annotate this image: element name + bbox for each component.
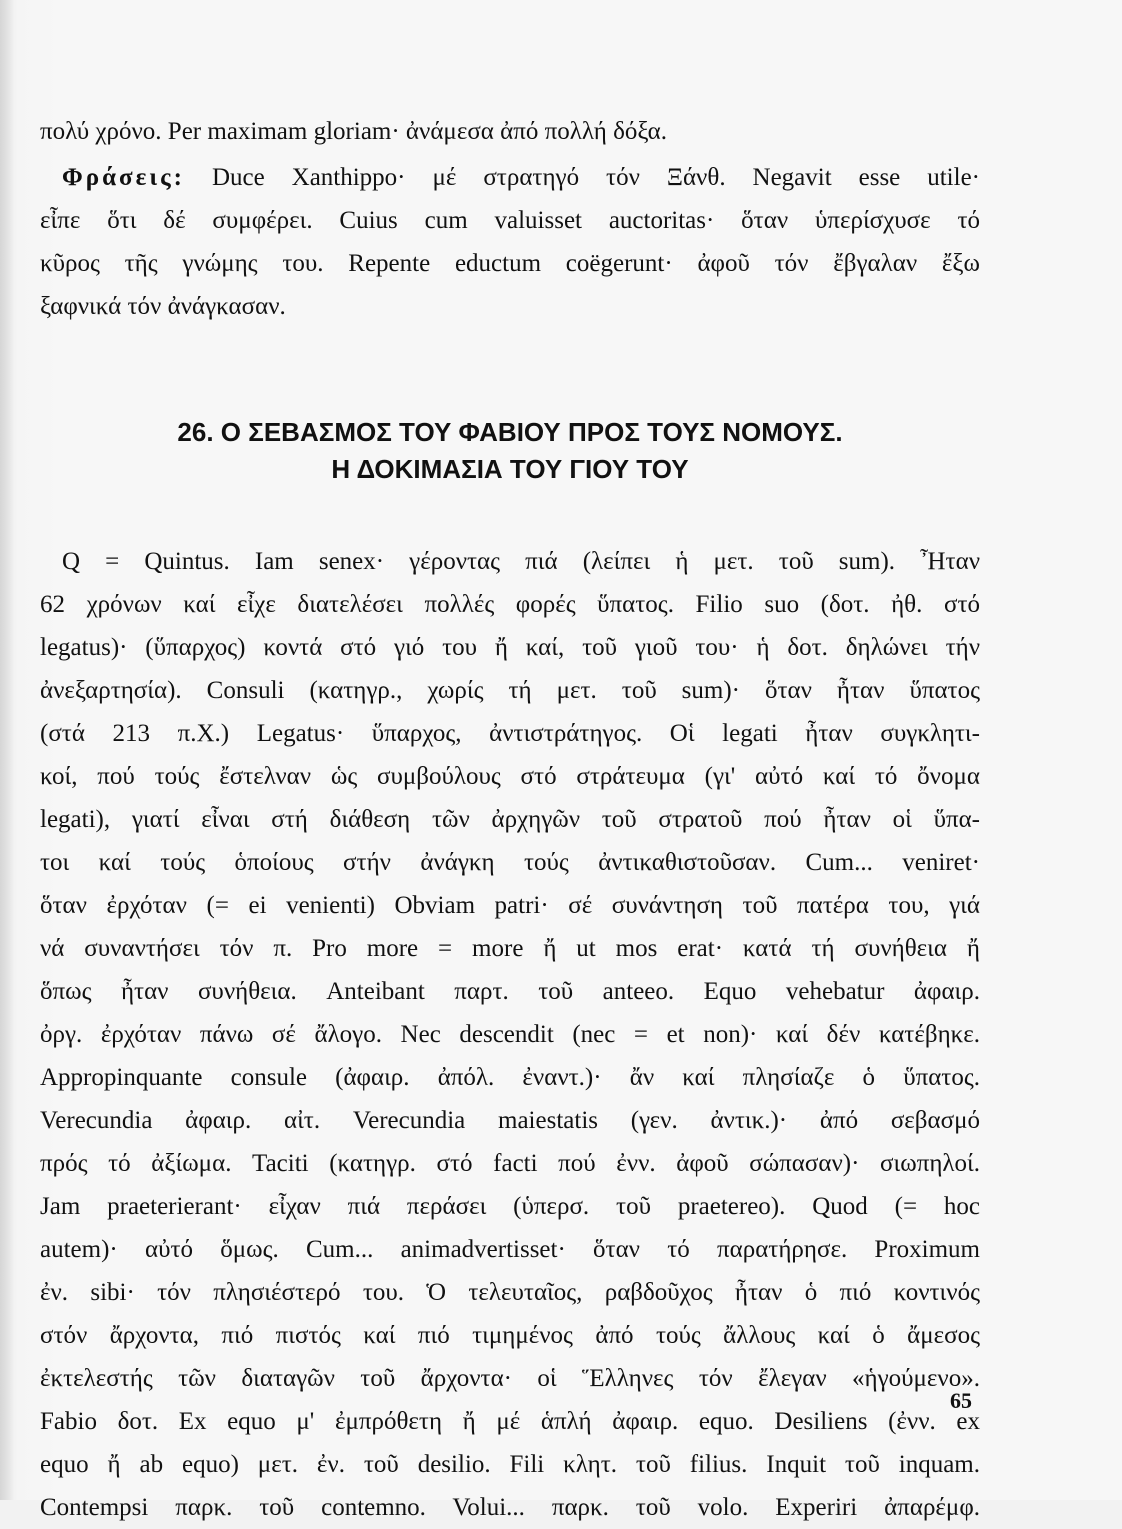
heading-line-1: 26. Ο ΣΕΒΑΣΜΟΣ ΤΟΥ ΦΑΒΙΟΥ ΠΡΟΣ ΤΟΥΣ ΝΟΜΟΥΣ. <box>177 417 843 447</box>
text-line: τοι καί τούς ὁποίους στήν ἀνάγκη τούς ἀντικαθιστοῦσαν. Cum... veniret· <box>40 849 980 876</box>
text-line: στόν ἄρχοντα, πιό πιστός καί πιό τιμημένος ἀπό τούς ἄλλους καί ὁ ἄμεσος <box>40 1322 980 1349</box>
text-line: Contempsi παρκ. τοῦ contemno. Volui... παρκ. τοῦ volo. Experiri ἀπαρέμφ. <box>40 1494 980 1521</box>
text-line: κῦρος τῆς γνώμης του. Repente eductum coëgerunt· ἀφοῦ τόν ἔβγαλαν ἔξω <box>40 250 980 277</box>
text-line: ὅταν ἐρχόταν (= ei venienti) Obviam patri· σέ συνάντηση τοῦ πατέρα του, γιά <box>40 892 980 919</box>
text-line: πολύ χρόνο. Per maximam gloriam· ἀνάμεσα ἀπό πολλή δόξα. <box>40 118 667 145</box>
heading-line-2: Η ΔΟΚΙΜΑΣΙΑ ΤΟΥ ΓΙΟΥ ΤΟΥ <box>331 454 689 484</box>
text-line: Appropinquante consule (ἀφαιρ. ἀπόλ. ἐναντ.)· ἄν καί πλησίαζε ὁ ὕπατος. <box>40 1064 980 1091</box>
text-line: νά συναντήσει τόν π. Pro more = more ἤ ut mos erat· κατά τή συνήθεια ἤ <box>40 935 980 962</box>
text-line <box>40 156 980 199</box>
text-line: legatus)· (ὕπαρχος) κοντά στό γιό του ἤ καί, τοῦ γιοῦ του· ἡ δοτ. δηλώνει τήν <box>40 634 980 661</box>
page-number: 65 <box>950 1388 972 1413</box>
section-heading <box>40 414 980 488</box>
text-segment: Duce Xanthippo· μέ στρατηγό τόν Ξάνθ. Negavit esse utile· <box>211 164 980 191</box>
text-line: εἶπε ὅτι δέ συμφέρει. Cuius cum valuisset auctoritas· ὅταν ὑπερίσχυσε τό <box>40 207 980 234</box>
phrases-paragraph <box>40 156 980 328</box>
text-line: autem)· αὐτό ὅμως. Cum... animadvertisset· ὅταν τό παρατήρησε. Proximum <box>40 1236 980 1263</box>
text-line: Verecundia ἀφαιρ. αἰτ. Verecundia maiestatis (γεν. ἀντικ.)· ἀπό σεβασμό <box>40 1107 980 1134</box>
text-line: ὅπως ἦταν συνήθεια. Anteibant παρτ. τοῦ anteeo. Equo vehebatur ἀφαιρ. <box>40 978 980 1005</box>
text-line: equo ἤ ab equo) μετ. ἐν. τοῦ desilio. Fili κλητ. τοῦ filius. Inquit τοῦ inquam. <box>40 1451 980 1478</box>
text-line: legati), γιατί εἶναι στή διάθεση τῶν ἀρχηγῶν τοῦ στρατοῦ πού ἦταν οἱ ὕπα- <box>40 806 980 833</box>
text-line: ἐκτελεστής τῶν διαταγῶν τοῦ ἄρχοντα· οἱ Ἕλληνες τόν ἔλεγαν «ἡγούμενο». <box>40 1365 980 1392</box>
text-line: ἐν. sibi· τόν πλησιέστερό του. Ὁ τελευταῖος, ραβδοῦχος ἦταν ὁ πιό κοντινός <box>40 1279 980 1306</box>
phrases-label: Φράσεις: <box>62 164 185 191</box>
commentary-paragraph <box>40 540 980 1529</box>
text-line: 62 χρόνων καί εἶχε διατελέσει πολλές φορές ὕπατος. Filio suo (δοτ. ἠθ. στό <box>40 591 980 618</box>
text-line: πρός τό ἀξίωμα. Taciti (κατηγρ. στό facti πού ἐνν. ἀφοῦ σώπασαν)· σιωπηλοί. <box>40 1150 980 1177</box>
paragraph-continuation <box>40 110 980 153</box>
text-line: Q = Quintus. Iam senex· γέροντας πιά (λείπει ἡ μετ. τοῦ sum). Ἦταν <box>62 548 980 575</box>
text-line: ἀνεξαρτησία). Consuli (κατηγρ., χωρίς τή μετ. τοῦ sum)· ὅταν ἦταν ὕπατος <box>40 677 980 704</box>
page-gutter-shadow <box>0 0 14 1500</box>
text-line: ὀργ. ἐρχόταν πάνω σέ ἄλογο. Nec descendit (nec = et non)· καί δέν κατέβηκε. <box>40 1021 980 1048</box>
text-line: κοί, πού τούς ἔστελναν ὡς συμβούλους στό στράτευμα (γι' αὐτό καί τό ὄνομα <box>40 763 980 790</box>
text-line: Jam praeterierant· εἶχαν πιά περάσει (ὑπερσ. τοῦ praetereo). Quod (= hoc <box>40 1193 980 1220</box>
text-line: ξαφνικά τόν ἀνάγκασαν. <box>40 293 286 320</box>
text-line: Fabio δοτ. Ex equo μ' ἐμπρόθετη ἤ μέ ἁπλή ἀφαιρ. equo. Desiliens (ἐνν. ex <box>40 1408 980 1435</box>
text-line: (στά 213 π.Χ.) Legatus· ὕπαρχος, ἀντιστράτηγος. Οἱ legati ἦταν συγκλητι- <box>40 720 980 747</box>
